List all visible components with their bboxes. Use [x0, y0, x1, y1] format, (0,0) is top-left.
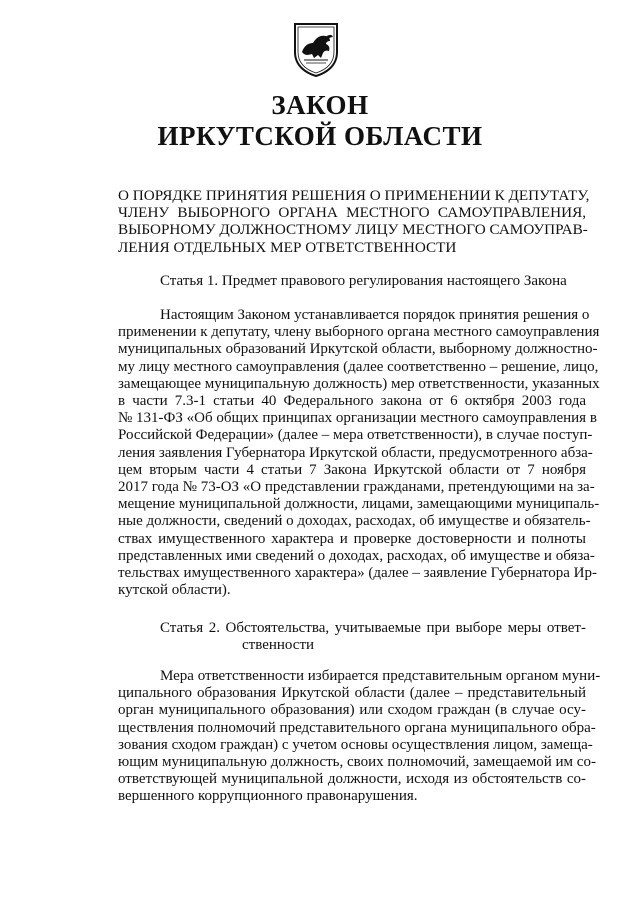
paragraph-line: представленных ими сведений о доходах, расходах, об имуществе и обяза-: [118, 547, 595, 564]
paragraph-line: орган муниципального образования) или сходом граждан (в случае осу-: [118, 702, 586, 719]
law-subject: [118, 187, 590, 256]
article2-paragraph: [118, 668, 601, 806]
paragraph-line: Мера ответственности избирается представительным органом муни-: [160, 668, 601, 684]
paragraph-line: ответствующей муниципальной должности, исходя из обстоятельств со-: [118, 771, 586, 788]
paragraph-line: ления заявления Губернатора Иркутской области, предусмотренного абза-: [118, 444, 593, 461]
subject-line: ЧЛЕНУ ВЫБОРНОГО ОРГАНА МЕСТНОГО САМОУПРАВЛЕНИЯ,: [118, 204, 586, 222]
irkutsk-coat-of-arms-icon: [292, 22, 340, 78]
paragraph-line: му лицу местного самоуправления (далее соответственно – решение, лицо,: [118, 358, 599, 375]
paragraph-line: вершенного коррупционного правонарушения.: [118, 788, 418, 805]
article1-paragraph: [118, 307, 600, 599]
paragraph-line: в части 7.3-1 статьи 40 Федерального закона от 6 октября 2003 года: [118, 393, 586, 410]
paragraph-line: кутской области).: [118, 582, 231, 599]
law-title-line1: ЗАКОН: [271, 90, 369, 120]
subject-line: ЛЕНИЯ ОТДЕЛЬНЫХ МЕР ОТВЕТСТВЕННОСТИ: [118, 238, 457, 256]
article2-heading-line2: ственности: [242, 637, 315, 654]
paragraph-line: ные должности, сведений о доходах, расходах, об имуществе и обязатель-: [118, 513, 591, 530]
paragraph-line: тельствах имущественного характера» (далее – заявление Губернатора Ир-: [118, 565, 597, 582]
paragraph-line: мещение муниципальной должности, лицами, замещающими муниципаль-: [118, 496, 600, 513]
paragraph-line: ющим муниципальную должность, своих полномочий, замещаемой им со-: [118, 754, 596, 771]
paragraph-line: ствах имущественного характера и проверке достоверности и полноты: [118, 530, 586, 547]
paragraph-line: ществления полномочий представительного органа муниципального обра-: [118, 719, 596, 736]
paragraph-line: цем вторым части 4 статьи 7 Закона Иркутской области от 7 ноября: [118, 461, 586, 478]
paragraph-line: зования сходом граждан) с учетом основы осуществления лицом, замеща-: [118, 736, 593, 753]
article2-heading-line1: Статья 2. Обстоятельства, учитываемые при выборе меры ответ-: [160, 620, 586, 636]
paragraph-line: ципального образования Иркутской области (далее – представительный: [118, 685, 586, 702]
paragraph-line: № 131-ФЗ «Об общих принципах организации местного самоуправления в: [118, 410, 597, 427]
subject-line: О ПОРЯДКЕ ПРИНЯТИЯ РЕШЕНИЯ О ПРИМЕНЕНИИ К ДЕПУТАТУ,: [118, 187, 590, 204]
paragraph-line: применении к депутату, члену выборного органа местного самоуправления: [118, 324, 600, 341]
subject-line: ВЫБОРНОМУ ДОЛЖНОСТНОМУ ЛИЦУ МЕСТНОГО САМОУПРАВ-: [118, 221, 588, 239]
paragraph-line: Настоящим Законом устанавливается порядок принятия решения о: [160, 307, 590, 323]
article1-heading: Статья 1. Предмет правового регулирования настоящего Закона: [160, 273, 567, 289]
paragraph-line: замещающее муниципальную должность) мер ответственности, указанных: [118, 375, 600, 392]
paragraph-line: 2017 года № 73-ОЗ «О представлении гражданами, претендующими на за-: [118, 479, 595, 496]
paragraph-line: муниципальных образований Иркутской области, выборному должностно-: [118, 341, 598, 358]
paragraph-line: Российской Федерации» (далее – мера ответственности), в случае поступ-: [118, 427, 593, 444]
law-title-line2: ИРКУТСКОЙ ОБЛАСТИ: [157, 121, 483, 151]
article2-heading: [160, 620, 586, 654]
